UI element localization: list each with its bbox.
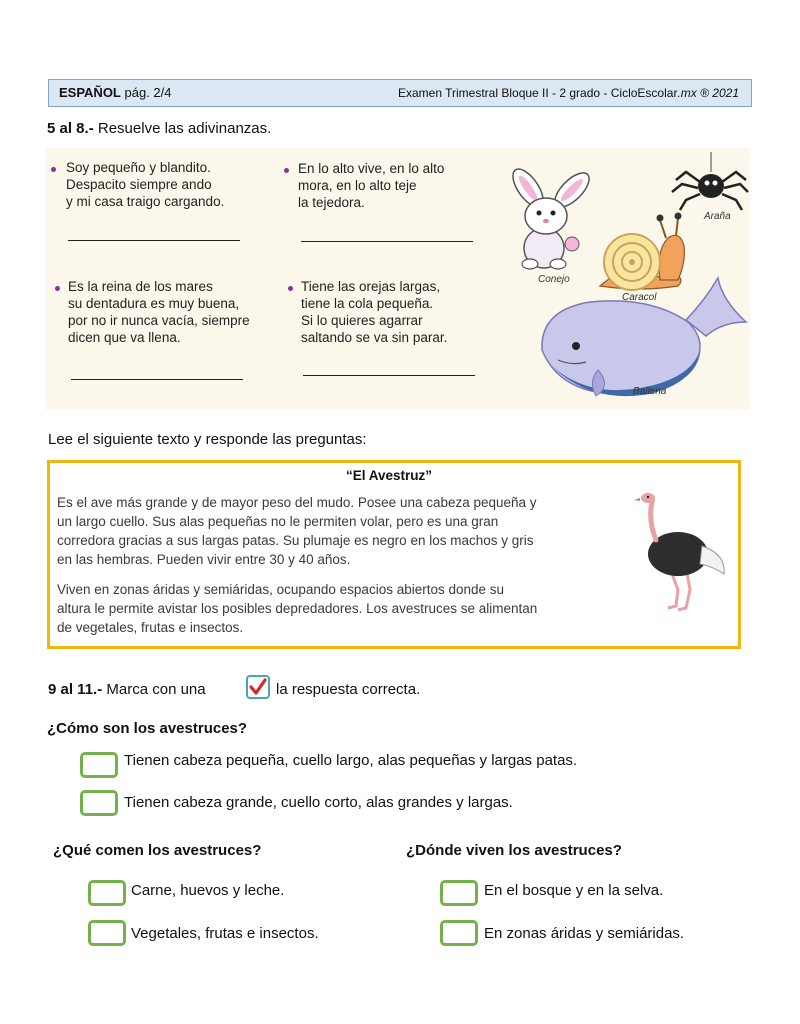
q3-option-1-label: En el bosque y en la selva. <box>484 882 664 899</box>
animal-label-caracol: Caracol <box>622 292 657 303</box>
reading-instruction: Lee el siguiente texto y responde las preguntas: <box>48 431 367 448</box>
riddles-title: 5 al 8.- Resuelve las adivinanzas. <box>47 120 272 137</box>
q1-option-1-checkbox[interactable] <box>80 752 118 778</box>
header-exam: Examen Trimestral Bloque II - 2 grado - CicloEscolar.mx ® 2021 <box>397 86 739 100</box>
bullet-dot <box>288 286 293 291</box>
page-header <box>48 79 752 107</box>
answer-line-4[interactable] <box>303 375 475 376</box>
header-page: pág. 2/4 <box>124 85 172 100</box>
q1-option-1-label: Tienen cabeza pequeña, cuello largo, alas pequeñas y largas patas. <box>124 752 578 769</box>
check-mark-icon <box>248 677 268 697</box>
answer-line-3[interactable] <box>71 379 243 380</box>
q1-option-2-label: Tienen cabeza grande, cuello corto, alas grandes y largas. <box>124 794 513 811</box>
question-2: ¿Qué comen los avestruces? <box>53 842 262 859</box>
riddle-1: Soy pequeño y blandito. Despacito siempre ando y mi casa traigo cargando. <box>66 160 225 209</box>
bullet-dot <box>55 286 60 291</box>
q3-option-2-label: En zonas áridas y semiáridas. <box>484 925 685 942</box>
quiz-instruction-end: la respuesta correcta. <box>276 681 421 698</box>
question-3: ¿Dónde viven los avestruces? <box>406 842 622 859</box>
animal-label-ballena: Ballena <box>633 386 667 397</box>
q2-option-2-label: Vegetales, frutas e insectos. <box>131 925 319 942</box>
q1-option-2-checkbox[interactable] <box>80 790 118 816</box>
q3-option-2-checkbox[interactable] <box>440 920 478 946</box>
bullet-dot <box>51 167 56 172</box>
riddle-3: Es la reina de los mares su dentadura es muy buena, por no ir nunca vacía, siempre dicen que va llena. <box>68 279 250 345</box>
ostrich-icon <box>634 490 734 615</box>
answer-line-1[interactable] <box>68 240 240 241</box>
reading-title: “El Avestruz” <box>346 468 433 483</box>
rabbit-icon <box>507 164 594 269</box>
riddle-2: En lo alto vive, en lo alto mora, en lo alto teje la tejedora. <box>298 161 445 210</box>
sample-checkbox <box>246 675 270 699</box>
riddle-4: Tiene las orejas largas, tiene la cola pequeña. Si lo quieres agarrar saltando se va sin parar. <box>301 279 448 345</box>
snail-icon <box>600 213 684 291</box>
quiz-instruction: 9 al 11.- Marca con una <box>48 681 206 698</box>
q3-option-1-checkbox[interactable] <box>440 880 478 906</box>
animal-label-conejo: Conejo <box>538 274 570 285</box>
header-subject: ESPAÑOL pág. 2/4 <box>59 85 172 100</box>
q2-option-1-checkbox[interactable] <box>88 880 126 906</box>
spider-icon <box>672 152 748 210</box>
question-1: ¿Cómo son los avestruces? <box>47 720 248 737</box>
animal-label-arana: Araña <box>704 211 731 222</box>
q2-option-2-checkbox[interactable] <box>88 920 126 946</box>
q2-option-1-label: Carne, huevos y leche. <box>131 882 285 899</box>
reading-paragraph-1: Es el ave más grande y de mayor peso del mudo. Posee una cabeza pequeña y un largo cuello. Sus alas pequeñas no le permiten volar, pero es una gran corredora gracias a sus largas patas. Su plumaje es negro en los machos y gris en las hembras. Pueden vivir entre 30 y 40 años. <box>57 495 537 567</box>
bullet-dot <box>284 168 289 173</box>
answer-line-2[interactable] <box>301 241 473 242</box>
reading-paragraph-2: Viven en zonas áridas y semiáridas, ocupando espacios abiertos donde su altura le permite avistar los posibles depredadores. Los avestruces se alimentan de vegetales, frutas e insectos. <box>57 582 538 635</box>
animals-illustration <box>500 150 750 410</box>
